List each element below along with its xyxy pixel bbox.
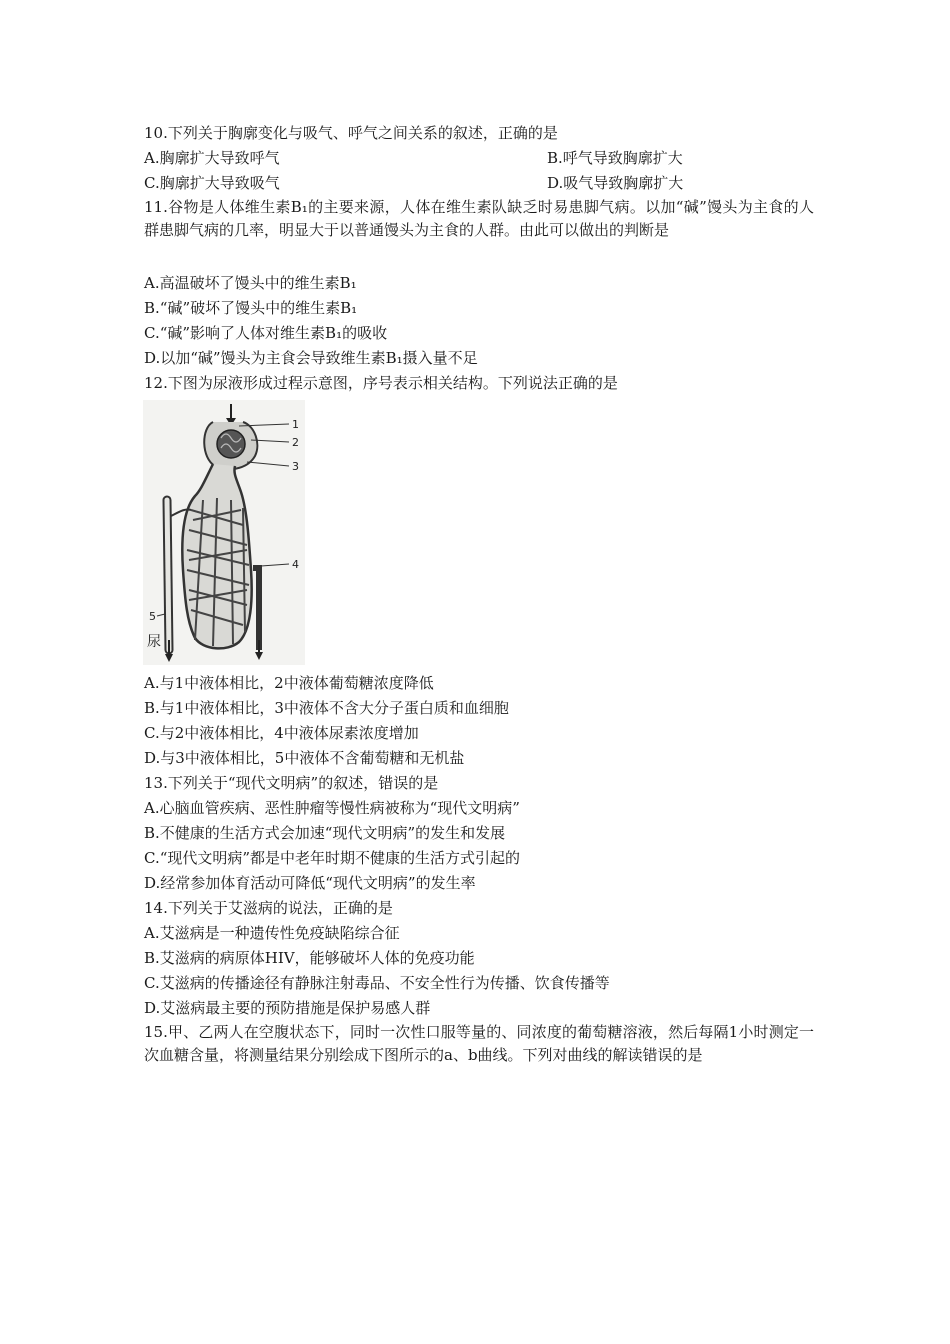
q15-stem: 15.甲、乙两人在空腹状态下，同时一次性口服等量的、同浓度的葡萄糖溶液，然后每隔1小时测定一次血糖含量，将测量结果分别绘成下图所示的a、b曲线。下列对曲线的解读错误的是 xyxy=(144,1023,814,1064)
q14-stem: 14.下列关于艾滋病的说法，正确的是 xyxy=(144,899,393,917)
q11-option-c: C.“碱”影响了人体对维生素B₁的吸收 xyxy=(144,324,388,342)
q12-option-a: A.与1中液体相比，2中液体葡萄糖浓度降低 xyxy=(144,674,434,692)
figure-label-2: 2 xyxy=(292,436,299,449)
q10-option-row-2 xyxy=(144,173,684,193)
q13-option-d: D.经常参加体育活动可降低“现代文明病”的发生率 xyxy=(144,874,476,892)
q11-option-b: B.“碱”破坏了馒头中的维生素B₁ xyxy=(144,299,358,317)
q10-option-row-1 xyxy=(144,148,683,168)
q13-stem: 13.下列关于“现代文明病”的叙述，错误的是 xyxy=(144,774,439,792)
q12-option-c: C.与2中液体相比，4中液体尿素浓度增加 xyxy=(144,724,419,742)
nephron-diagram-svg xyxy=(143,400,305,665)
q10-stem: 10.下列关于胸廓变化与吸气、呼气之间关系的叙述，正确的是 xyxy=(144,124,558,142)
figure-label-4: 4 xyxy=(292,558,299,571)
q11-option-a: A.高温破坏了馒头中的维生素B₁ xyxy=(144,274,357,292)
q12-option-b: B.与1中液体相比，3中液体不含大分子蛋白质和血细胞 xyxy=(144,699,509,717)
q11-option-d: D.以加“碱”馒头为主食会导致维生素B₁摄入量不足 xyxy=(144,349,478,367)
q13-option-a: A.心脑血管疾病、恶性肿瘤等慢性病被称为“现代文明病” xyxy=(144,799,520,817)
q11-stem: 11.谷物是人体维生素B₁的主要来源，人体在维生素队缺乏时易患脚气病。以加“碱”馒头为主食的人群患脚气病的几率，明显大于以普通馒头为主食的人群。由此可以做出的判断是 xyxy=(144,198,814,239)
figure-label-5: 5 xyxy=(149,610,156,623)
collecting-duct-inner xyxy=(167,500,169,650)
figure-label-1: 1 xyxy=(292,418,299,431)
q14-option-c: C.艾滋病的传播途径有静脉注射毒品、不安全性行为传播、饮食传播等 xyxy=(144,974,610,992)
q13-option-b: B.不健康的生活方式会加速“现代文明病”的发生和发展 xyxy=(144,824,506,842)
q13-option-c: C.“现代文明病”都是中老年时期不健康的生活方式引起的 xyxy=(144,849,521,867)
glomerulus xyxy=(217,430,245,458)
q10-option-b: B.呼气导致胸廓扩大 xyxy=(547,149,683,167)
q14-option-d: D.艾滋病最主要的预防措施是保护易感人群 xyxy=(144,999,431,1017)
q12-option-d: D.与3中液体相比，5中液体不含葡萄糖和无机盐 xyxy=(144,749,465,767)
figure-label-3: 3 xyxy=(292,460,299,473)
q10-option-d: D.吸气导致胸廓扩大 xyxy=(547,174,684,192)
q10-option-a: A.胸廓扩大导致呼气 xyxy=(144,149,280,167)
q14-option-b: B.艾滋病的病原体HIV，能够破坏人体的免疫功能 xyxy=(144,949,475,967)
q14-option-a: A.艾滋病是一种遗传性免疫缺陷综合征 xyxy=(144,924,400,942)
q12-stem: 12.下图为尿液形成过程示意图，序号表示相关结构。下列说法正确的是 xyxy=(144,374,618,392)
figure-label-urine: 尿 xyxy=(147,634,161,650)
q10-option-c: C.胸廓扩大导致吸气 xyxy=(144,174,280,192)
nephron-diagram xyxy=(143,400,305,665)
